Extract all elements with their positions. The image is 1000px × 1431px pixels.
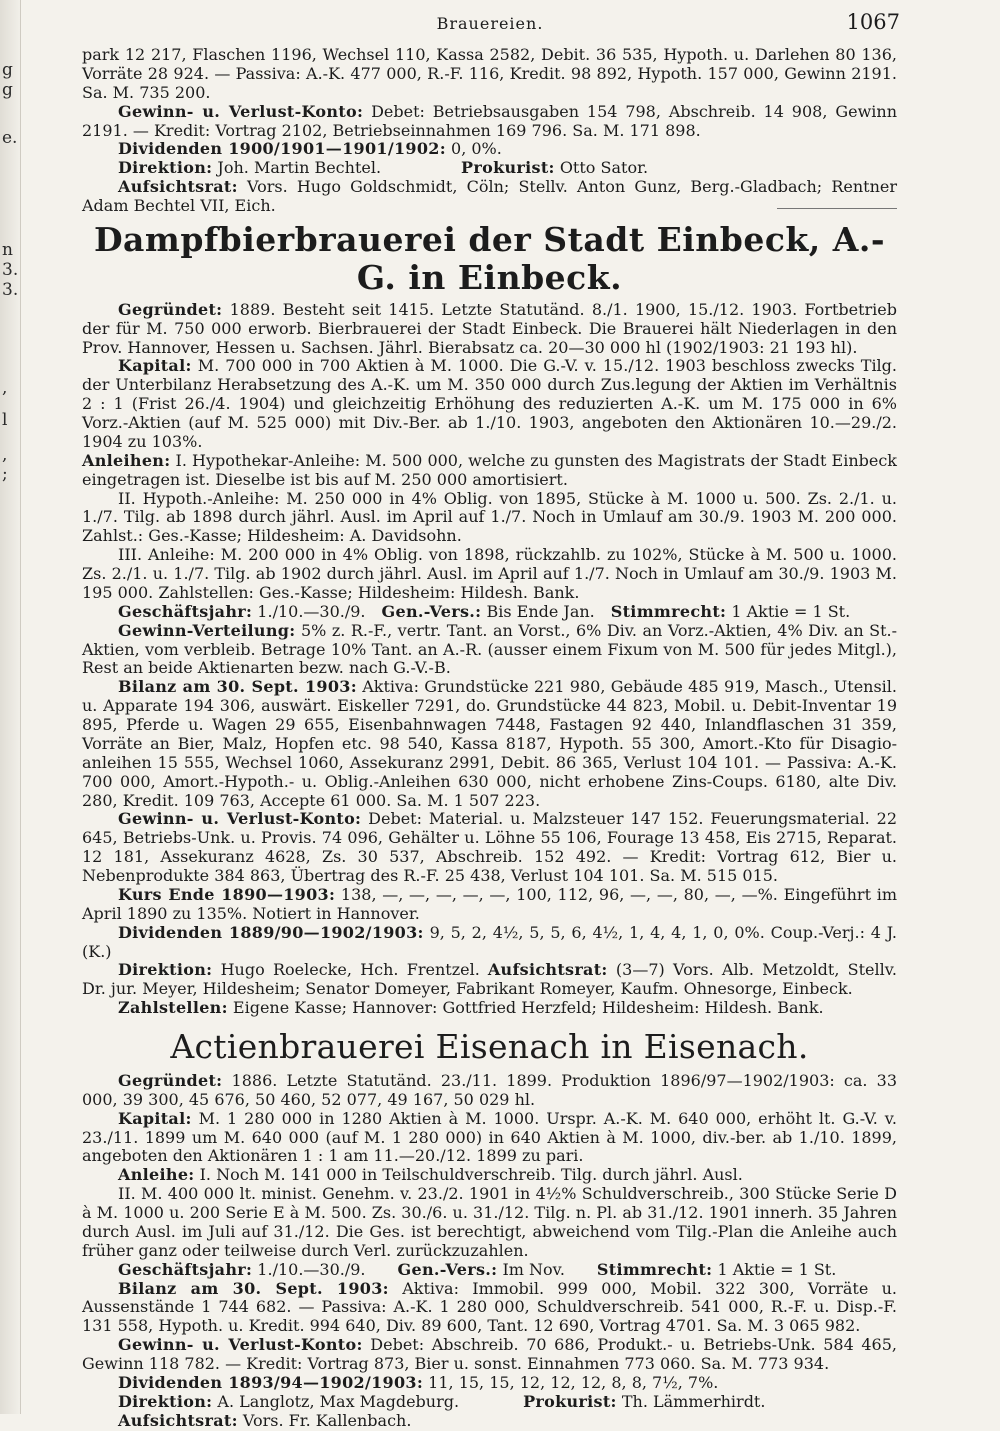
eisenach-founded: Gegründet: 1886. Letzte Statutänd. 23./11. 1899. Produktion 1896/97—1902/1903: ca. 33 000, 39 300, 45 676, 50 460, 52 077, 49 167, 50 029 hl.: [82, 1070, 897, 1109]
eisenach-direction: Direktion: A. Langlotz, Max Magdeburg. Prokurist: Th. Lämmerhirdt.: [118, 1391, 766, 1411]
margin-fragment: g: [2, 60, 13, 80]
label: Dividenden 1900/1901—1901/1902:: [118, 139, 446, 159]
margin-fragment: e.: [2, 128, 18, 148]
eisenach-dividends: Dividenden 1893/94—1902/1903: 11, 15, 15, 12, 12, 12, 8, 8, 7½, 7%.: [118, 1372, 719, 1392]
label: Geschäftsjahr:: [118, 1259, 253, 1279]
prev-entry-balance: park 12 217, Flaschen 1196, Wechsel 110, Kassa 2582, Debit. 36 535, Hypoth. u. Darlehen 80 136, Vorräte 28 924. — Passiva: A.-K. 477 000, R.-F. 116, Kredit. 98 892, Hypoth. 157 000, Gewinn 2191. Sa. M. 735 200.: [82, 45, 897, 102]
label: Zahlstellen:: [118, 998, 228, 1018]
page-body: [82, 46, 897, 1431]
einbeck-profit-loss: Gewinn- u. Verlust-Konto: Debet: Material. u. Malzsteuer 147 152. Feuerungsmaterial. 22 645, Betriebs-Unk. u. Provis. 74 096, Gehälter u. Löhne 55 106, Fourage 13 458, Eis 2715, Reparat. 12 181, Assekuranz 4628, Zs. 30 537, Abschreib. 152 492. — Kredit: Vortrag 612, Bier u. Nebenprodukte 384 863, Übertrag des R.-F. 25 438, Verlust 104 101. Sa. M. 515 015.: [82, 809, 897, 885]
page-number: 1067: [846, 10, 900, 34]
label: Bilanz am 30. Sept. 1903:: [118, 1278, 389, 1298]
label: Anleihe:: [118, 1165, 195, 1185]
margin-fragment: ,: [2, 445, 8, 465]
label: Gegründet:: [118, 1070, 223, 1090]
einbeck-paying-agents: Zahlstellen: Eigene Kasse; Hannover: Gottfried Herzfeld; Hildesheim: Hildesh. Bank.: [118, 998, 824, 1018]
label: Prokurist:: [461, 158, 555, 178]
label: Dividenden 1889/90—1902/1903:: [118, 922, 424, 942]
label: Gewinn-Verteilung:: [118, 620, 296, 640]
margin-fragment: l: [2, 410, 8, 430]
margin-fragment: ;: [2, 464, 8, 484]
label: Prokurist:: [523, 1391, 617, 1411]
running-head: [80, 8, 900, 38]
einbeck-loan-3: III. Anleihe: M. 200 000 in 4% Oblig. von 1898, rückzahlb. zu 102%, Stücke à M. 500 u. 1000. Zs. 2./1. u. 1./7. Tilg. ab 1902 durch jährl. Ausl. im April auf 1./7. Noch in Umlauf am 30./9. 1903 M. 195 000. Zahlstellen: Ges.-Kasse; Hildesheim: Hildesh. Bank.: [82, 545, 897, 602]
eisenach-profit-loss: Gewinn- u. Verlust-Konto: Debet: Abschreib. 70 686, Produkt.- u. Betriebs-Unk. 584 465, Gewinn 118 782. — Kredit: Vortrag 873, Bier u. sonst. Einnahmen 773 060. Sa. M. 773 934.: [82, 1335, 897, 1374]
eisenach-fiscal: Geschäftsjahr: 1./10.—30./9. Gen.-Vers.: Im Nov. Stimmrecht: 1 Aktie = 1 St.: [118, 1259, 837, 1279]
prev-entry-dividends: Dividenden 1900/1901—1901/1902: 0, 0%.: [118, 139, 502, 159]
einbeck-fiscal: Geschäftsjahr: 1./10.—30./9. Gen.-Vers.: Bis Ende Jan. Stimmrecht: 1 Aktie = 1 St.: [118, 601, 851, 621]
margin-fragment: 3.: [2, 280, 19, 300]
margin-fragment: n: [2, 240, 13, 260]
label: Direktion:: [118, 1391, 213, 1411]
eisenach-balance: Bilanz am 30. Sept. 1903: Aktiva: Immobil. 999 000, Mobil. 322 300, Vorräte u. Aussenstände 1 744 682. — Passiva: A.-K. 1 280 000, Schuldverschreib. 541 000, R.-F. u. Disp.-F. 131 558, Hypoth. u. Kredit. 994 640, Div. 89 600, Tant. 12 690, Vortrag 4701. Sa. M. 3 065 982.: [82, 1278, 897, 1336]
eisenach-capital: Kapital: M. 1 280 000 in 1280 Aktien à M. 1000. Urspr. A.-K. M. 640 000, erhöht lt. G.-V. v. 23./11. 1899 um M. 640 000 (auf M. 1 280 000) in 640 Aktien à M. 1000, div.-ber. ab 1./10. 1899, angeboten den Aktionären 1 : 1 am 11.—20./12. 1899 zu pari.: [82, 1108, 897, 1166]
eisenach-board: Aufsichtsrat: Vors. Fr. Kallenbach.: [118, 1410, 412, 1430]
label: Stimmrecht:: [596, 1259, 713, 1279]
label: Gewinn- u. Verlust-Konto:: [118, 101, 364, 121]
label: Gegründet:: [118, 299, 223, 319]
einbeck-price: Kurs Ende 1890—1903: 138, —, —, —, —, —, 100, 112, 96, —, —, 80, —, —%. Eingeführt im April 1890 zu 135%. Notiert in Hannover.: [82, 884, 897, 923]
section-divider: [777, 208, 897, 209]
label: Stimmrecht:: [610, 601, 727, 621]
einbeck-capital: Kapital: M. 700 000 in 700 Aktien à M. 1000. Die G.-V. v. 15./12. 1903 beschloss zwecks Tilg. der Unterbilanz Herabsetzung des A.-K. um M. 350 000 durch Zus.legung der Aktien im Verhältnis 2 : 1 (Frist 26./4. 1904) und gleichzeitig Erhöhung des reduzierten A.-K. um M. 175 000 in 6% Vorz.-Aktien (auf M. 525 000) mit Div.-Ber. ab 1./10. 1903, angeboten den Aktionären 10.—29./2. 1904 zu 103%.: [82, 356, 898, 451]
page-left-margin: [0, 0, 21, 1414]
einbeck-loans: Anleihen: I. Hypothekar-Anleihe: M. 500 000, welche zu gunsten des Magistrats der Stadt Einbeck eingetragen ist. Dieselbe ist bis auf M. 250 000 amortisiert.: [82, 450, 897, 489]
label: Bilanz am 30. Sept. 1903:: [118, 677, 357, 697]
einbeck-founded: Gegründet: 1889. Besteht seit 1415. Letzte Statutänd. 8./1. 1900, 15./12. 1903. Fortbetrieb der für M. 750 000 erworb. Bierbrauerei der Stadt Einbeck. Die Brauerei hält Niederlagen in den Prov. Hannover, Hessen u. Sachsen. Jährl. Bierabsatz ca. 20—30 000 hl (1902/1903: 21 193 hl).: [82, 299, 897, 357]
einbeck-direction: Direktion: Hugo Roelecke, Hch. Frentzel. Aufsichtsrat: (3—7) Vors. Alb. Metzoldt, Stellv. Dr. jur. Meyer, Hildesheim; Senator Domeyer, Fabrikant Romeyer, Kaufm. Ohnesorge, Einbeck.: [82, 960, 897, 999]
label: Kapital:: [118, 356, 192, 376]
label: Kapital:: [118, 1108, 192, 1128]
margin-fragment: g: [2, 80, 13, 100]
label: Gewinn- u. Verlust-Konto:: [118, 809, 362, 829]
label: Gen.-Vers.:: [381, 601, 482, 621]
einbeck-balance: Bilanz am 30. Sept. 1903: Aktiva: Grundstücke 221 980, Gebäude 485 919, Masch., Utensil. u. Apparate 194 306, auswärt. Eiskeller 7291, do. Grundstücke 44 823, Mobil. u. Debit-Inventar 19 895, Pferde u. Wagen 29 655, Eisenbahnwagen 7448, Fastagen 92 440, Inlandflaschen 31 359, Vorräte an Bier, Malz, Hopfen etc. 98 540, Kassa 8187, Hypoth. 55 300, Amort.-Kto für Disagio-anleihen 15 555, Wechsel 1060, Assekuranz 2991, Debit. 86 365, Verlust 104 101. — Passiva: A.-K. 700 000, Amort.-Hypoth.- u. Oblig.-Anleihen 630 000, nicht erhobene Zins-Coups. 6180, alte Div. 280, Kredit. 109 763, Accepte 61 000. Sa. M. 1 507 223.: [82, 677, 897, 810]
label: Geschäftsjahr:: [118, 601, 253, 621]
margin-fragment: 3.: [2, 260, 19, 280]
einbeck-loan-2: II. Hypoth.-Anleihe: M. 250 000 in 4% Oblig. von 1895, Stücke à M. 1000 u. 500. Zs. 2./1. u. 1./7. Tilg. ab 1898 durch jährl. Ausl. im April auf 1./7. Noch in Umlauf am 30./9. 1903 M. 200 000. Zahlst.: Ges.-Kasse; Hildesheim: A. Davidsohn.: [82, 488, 897, 546]
einbeck-profit-distribution: Gewinn-Verteilung: 5% z. R.-F., vertr. Tant. an Vorst., 6% Div. an Vorz.-Aktien, 4% Div. an St.-Aktien, vom verbleib. Betrage 10% Tant. an A.-R. (ausser einem Fixum von M. 500 für jedes Mitgl.), Rest an beide Aktienarten bezw. nach G.-V.-B.: [82, 620, 898, 678]
label: Gen.-Vers.:: [397, 1259, 498, 1279]
prev-entry-direction: Direktion: Joh. Martin Bechtel. Prokurist: Otto Sator.: [118, 158, 649, 178]
label: Direktion:: [118, 158, 213, 178]
label: Aufsichtsrat:: [487, 960, 608, 980]
label: Dividenden 1893/94—1902/1903:: [118, 1372, 424, 1392]
running-title: Brauereien.: [436, 14, 544, 33]
label: Aufsichtsrat:: [118, 1410, 238, 1430]
label: Kurs Ende 1890—1903:: [118, 884, 336, 904]
label: Direktion:: [118, 960, 213, 980]
prev-entry-board: Aufsichtsrat: Vors. Hugo Goldschmidt, Cöln; Stellv. Anton Gunz, Berg.-Gladbach; Rentner Adam Bechtel VII, Eich.: [82, 177, 897, 215]
label: Aufsichtsrat:: [118, 177, 238, 197]
einbeck-dividends: Dividenden 1889/90—1902/1903: 9, 5, 2, 4½, 5, 5, 6, 4½, 1, 4, 4, 1, 0, 0%. Coup.-Verj.: 4 J. (K.): [82, 922, 897, 961]
prev-entry-gv: Gewinn- u. Verlust-Konto: Debet: Betriebsausgaben 154 798, Abschreib. 14 908, Gewinn 2191. — Kredit: Vortrag 2102, Betriebseinnahmen 169 796. Sa. M. 171 898.: [82, 101, 897, 140]
label: Anleihen:: [82, 450, 171, 470]
label: Gewinn- u. Verlust-Konto:: [118, 1335, 363, 1355]
company-title-eisenach: Actienbrauerei Eisenach in Eisenach.: [170, 1027, 809, 1066]
eisenach-loan-2: II. M. 400 000 lt. minist. Genehm. v. 23./2. 1901 in 4½% Schuldverschreib., 300 Stücke Serie D à M. 1000 u. 200 Serie E à M. 500. Zs. 30./6. u. 31./12. Tilg. n. Pl. ab 31./12. 1901 innerh. 35 Jahren durch Ausl. im Juli auf 31./12. Die Ges. ist berechtigt, abweichend vom Tilg.-Plan die Anleihe auch früher ganz oder teilweise durch Verl. zurückzuzahlen.: [82, 1184, 897, 1260]
company-title-einbeck: Dampfbierbrauerei der Stadt Einbeck, A.-G. in Einbeck.: [93, 219, 886, 297]
eisenach-loan: Anleihe: I. Noch M. 141 000 in Teilschuldverschreib. Tilg. durch jährl. Ausl.: [118, 1165, 743, 1185]
margin-fragment: ,: [2, 378, 8, 398]
